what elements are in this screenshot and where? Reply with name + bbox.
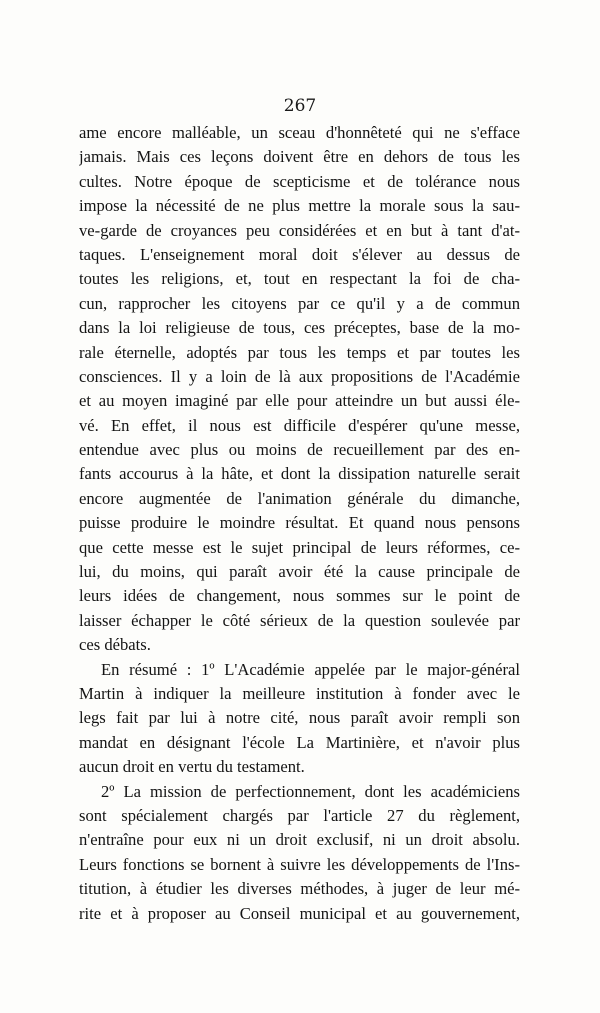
text-line: encore augmentée de l'animation générale du dimanche, [79, 488, 520, 508]
text-line: Martin à indiquer la meilleure institution à fonder avec le [79, 683, 520, 703]
text-line: que cette messe est le sujet principal de leurs réformes, ce- [79, 537, 520, 557]
text-line: En résumé : 1º L'Académie appelée par le major-général [101, 659, 520, 679]
text-line: titution, à étudier les diverses méthodes, à juger de leur mé- [79, 879, 520, 899]
page-number: 267 [283, 96, 317, 116]
text-line: laisser échapper le côté sérieux de la question soulevée par [79, 610, 520, 630]
text-line: cun, rapprocher les citoyens par ce qu'il y a de commun [79, 293, 520, 313]
body-text [79, 121, 520, 926]
text-line: mandat en désignant l'école La Martinière, et n'avoir plus [79, 732, 520, 752]
text-line: Leurs fonctions se bornent à suivre les développements de l'Ins- [79, 854, 520, 874]
text-line: ame encore malléable, un sceau d'honnêteté qui ne s'efface [79, 123, 520, 142]
text-line: impose la nécessité de ne plus mettre la morale sous la sau- [79, 196, 520, 216]
text-line: ces débats. [79, 635, 151, 655]
text-line: lui, du moins, qui paraît avoir été la cause principale de [79, 562, 520, 582]
text-line: consciences. Il y a loin de là aux propositions de l'Académie [79, 366, 520, 386]
text-line: taques. L'enseignement moral doit s'élever au dessus de [79, 244, 520, 264]
text-line: n'entraîne pour eux ni un droit exclusif, ni un droit absolu. [79, 830, 520, 850]
text-line: toutes les religions, et, tout en respectant la foi de cha- [79, 269, 520, 289]
text-line: fants accourus à la hâte, et dont la dissipation naturelle serait [79, 464, 520, 484]
text-line: 2º La mission de perfectionnement, dont les académiciens [101, 781, 520, 801]
text-line: legs fait par lui à notre cité, nous paraît avoir rempli son [79, 708, 520, 728]
text-line: rite et à proposer au Conseil municipal et au gouvernement, [79, 903, 520, 923]
text-line: sont spécialement chargés par l'article 27 du règlement, [79, 805, 520, 825]
text-line: puisse produire le moindre résultat. Et quand nous pensons [79, 513, 520, 533]
text-line: leurs idées de changement, nous sommes sur le point de [79, 586, 520, 606]
text-line: ve-garde de croyances peu considérées et en but à tant d'at- [79, 220, 520, 240]
text-line: cultes. Notre époque de scepticisme et de tolérance nous [79, 171, 520, 191]
text-line: vé. En effet, il nous est difficile d'espérer qu'une messe, [79, 415, 520, 435]
text-line: rale éternelle, adoptés par tous les temps et par toutes les [79, 342, 520, 362]
text-line: jamais. Mais ces leçons doivent être en dehors de tous les [79, 147, 520, 167]
text-line: entendue avec plus ou moins de recueillement par des en- [79, 440, 520, 460]
text-line: et au moyen imaginé par elle pour atteindre un but aussi éle- [79, 391, 520, 411]
text-line: aucun droit en vertu du testament. [79, 757, 305, 777]
text-line: dans la loi religieuse de tous, ces préceptes, base de la mo- [79, 318, 520, 338]
